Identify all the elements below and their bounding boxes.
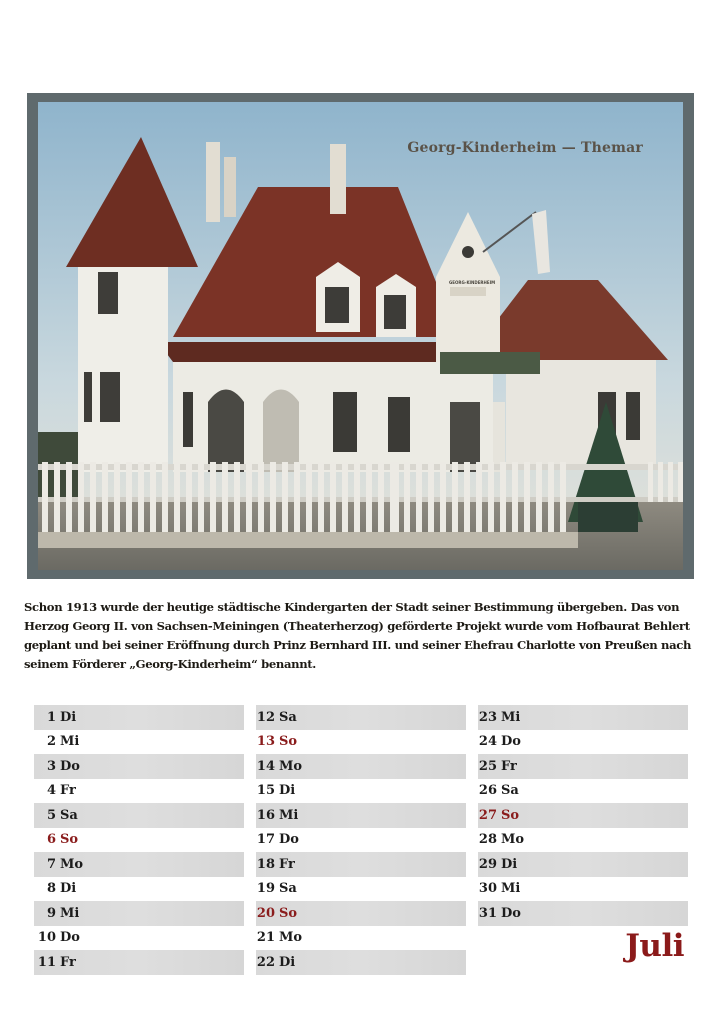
calendar-day-row <box>256 730 466 755</box>
weekday-label: So <box>279 734 298 750</box>
day-number: 3 <box>46 758 56 774</box>
weekday-label: Mo <box>60 856 84 872</box>
day-number: 17 <box>256 832 275 848</box>
calendar-day-row <box>256 754 466 779</box>
calendar-day-row <box>34 803 244 828</box>
description-text: Schon 1913 wurde der heutige städtische Kindergarten der Stadt seiner Bestimmung übergeben. Das von Herzog Georg II. von Sachsen-Meiningen (Theaterherzog) geförderte Projekt wurde vom Hofbaurat Behlert geplant und bei seiner Eröffnung durch Prinz Bernhard III. und seiner Ehefrau Charlotte von Preußen nach seinem Förderer „Georg-Kinderheim“ benannt. <box>24 600 692 671</box>
building-sign: GEORG-KINDERHEIM <box>449 280 496 285</box>
building-illustration <box>38 102 683 570</box>
day-number: 29 <box>478 856 497 872</box>
calendar-day-row <box>256 828 466 853</box>
calendar-day-row <box>256 901 466 926</box>
weekday-label: Mi <box>279 807 299 823</box>
weekday-label: Sa <box>279 881 297 897</box>
calendar-day-row <box>34 877 244 902</box>
calendar-day-row <box>256 926 466 951</box>
weekday-label: So <box>279 905 298 921</box>
day-number: 10 <box>37 930 56 946</box>
calendar-day-row <box>478 901 688 926</box>
weekday-label: Do <box>60 930 80 946</box>
day-number: 7 <box>46 856 56 872</box>
weekday-label: Di <box>60 709 77 725</box>
calendar-day-row <box>34 779 244 804</box>
weekday-label: Do <box>279 832 299 848</box>
calendar-day-row <box>478 852 688 877</box>
calendar-column-2 <box>256 705 466 975</box>
calendar-day-row <box>478 730 688 755</box>
day-number: 24 <box>478 734 497 750</box>
photo-frame <box>27 93 694 579</box>
day-number: 25 <box>478 758 497 774</box>
day-number: 19 <box>256 881 275 897</box>
day-number: 5 <box>46 807 56 823</box>
day-number: 30 <box>478 881 497 897</box>
day-number: 6 <box>46 832 56 848</box>
weekday-label: Di <box>60 881 77 897</box>
calendar-column-1 <box>34 705 244 975</box>
day-number: 4 <box>46 783 56 799</box>
day-number: 15 <box>256 783 275 799</box>
calendar-day-row <box>256 705 466 730</box>
day-number: 9 <box>46 905 56 921</box>
weekday-label: Sa <box>279 709 297 725</box>
calendar-day-row <box>478 803 688 828</box>
calendar-column-3 <box>478 705 688 926</box>
calendar-day-row <box>34 754 244 779</box>
weekday-label: Sa <box>60 807 78 823</box>
calendar-day-row <box>478 877 688 902</box>
weekday-label: Do <box>501 905 521 921</box>
day-number: 18 <box>256 856 275 872</box>
month-title: Juli <box>625 928 684 964</box>
day-number: 16 <box>256 807 275 823</box>
calendar-day-row <box>478 705 688 730</box>
weekday-label: Di <box>501 856 518 872</box>
weekday-label: Mo <box>501 832 525 848</box>
day-number: 11 <box>37 954 56 970</box>
day-number: 28 <box>478 832 497 848</box>
day-number: 8 <box>46 881 56 897</box>
weekday-label: Do <box>501 734 521 750</box>
calendar-day-row <box>34 852 244 877</box>
weekday-label: Mo <box>279 930 303 946</box>
weekday-label: Di <box>279 783 296 799</box>
day-number: 22 <box>256 954 275 970</box>
calendar-day-row <box>34 705 244 730</box>
calendar-day-row <box>256 852 466 877</box>
weekday-label: Fr <box>279 856 295 872</box>
calendar-day-row <box>478 779 688 804</box>
weekday-label: Mo <box>279 758 303 774</box>
day-number: 31 <box>478 905 497 921</box>
weekday-label: Mi <box>501 709 521 725</box>
day-number: 2 <box>46 734 56 750</box>
calendar-day-row <box>34 926 244 951</box>
weekday-label: Fr <box>501 758 517 774</box>
calendar-day-row <box>34 950 244 975</box>
day-number: 26 <box>478 783 497 799</box>
day-number: 20 <box>256 905 275 921</box>
kinderheim-photo <box>38 102 683 570</box>
calendar-day-row <box>34 828 244 853</box>
weekday-label: So <box>501 807 520 823</box>
weekday-label: Di <box>279 954 296 970</box>
day-number: 13 <box>256 734 275 750</box>
weekday-label: Sa <box>501 783 519 799</box>
day-number: 21 <box>256 930 275 946</box>
weekday-label: Mi <box>501 881 521 897</box>
calendar-day-row <box>34 901 244 926</box>
calendar-day-row <box>478 754 688 779</box>
calendar-day-row <box>256 803 466 828</box>
weekday-label: Fr <box>60 954 76 970</box>
calendar-day-row <box>256 877 466 902</box>
calendar-day-row <box>34 730 244 755</box>
calendar-day-row <box>256 779 466 804</box>
weekday-label: Fr <box>60 783 76 799</box>
day-number: 23 <box>478 709 497 725</box>
calendar-day-row <box>256 950 466 975</box>
weekday-label: Mi <box>60 734 80 750</box>
day-number: 27 <box>478 807 497 823</box>
photo-caption: Georg-Kinderheim — Themar <box>407 140 643 156</box>
day-number: 12 <box>256 709 275 725</box>
day-number: 1 <box>46 709 56 725</box>
weekday-label: So <box>60 832 79 848</box>
calendar-day-row <box>478 828 688 853</box>
weekday-label: Mi <box>60 905 80 921</box>
day-number: 14 <box>256 758 275 774</box>
weekday-label: Do <box>60 758 80 774</box>
